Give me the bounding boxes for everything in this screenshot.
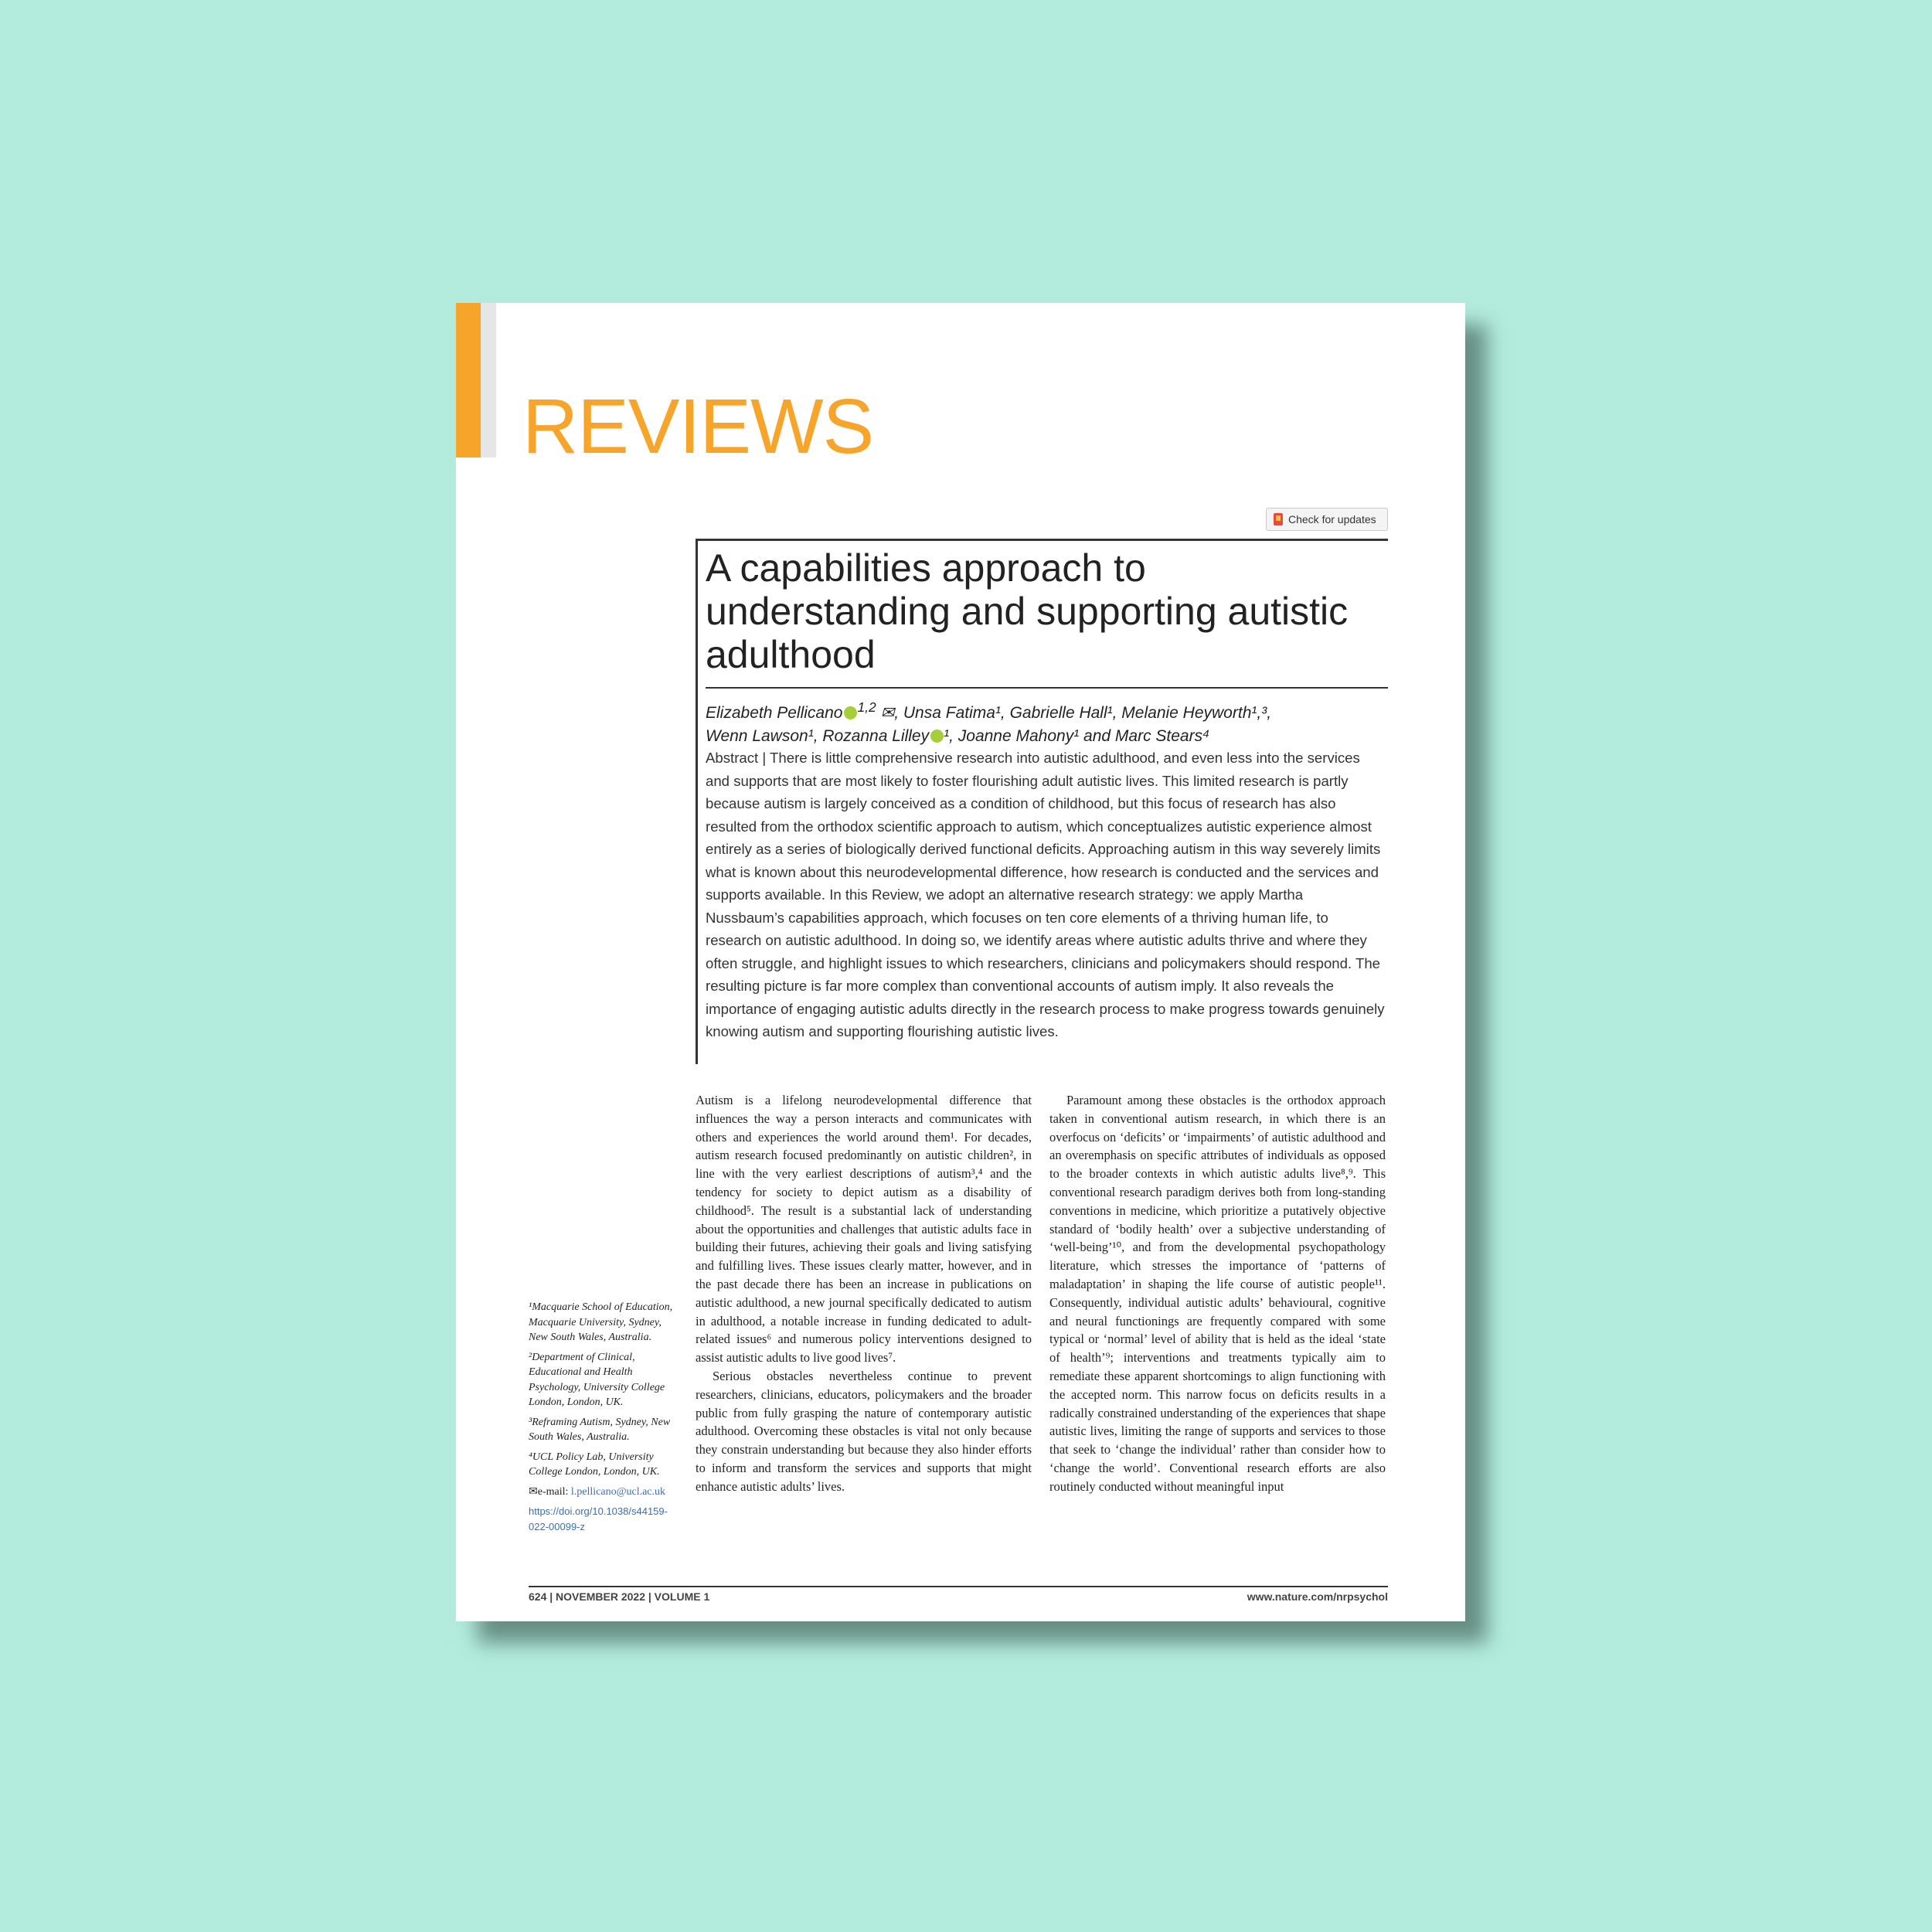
- email-link[interactable]: l.pellicano@ucl.ac.uk: [570, 1485, 666, 1498]
- body-paragraph: Autism is a lifelong neurodevelopmental difference that influences the way a person interacts and communicates with others and experiences the world around them¹. For decades, autism research focused predominantly on autistic children², in line with the very earliest descriptions of autism³,⁴ and the tendency for society to depict autism as a disability of childhood⁵. The result is a substantial lack of understanding about the opportunities and challenges that autistic adults face in building their futures, achieving their goals and living satisfying and fulfilling lives. These issues clearly matter, however, and in the past decade there has been an increase in publications on autistic adulthood, a new journal specifically dedicated to autism in adulthood, a notable increase in funding dedicated to adult-related issues⁶ and numerous policy interventions designed to assist autistic adults to live good lives⁷.: [696, 1093, 1032, 1366]
- check-for-updates-button[interactable]: [1266, 508, 1388, 531]
- orcid-icon[interactable]: [844, 706, 857, 719]
- author-names: Wenn Lawson¹, Rozanna Lilley: [706, 727, 930, 745]
- body-column-right: [1049, 1091, 1386, 1496]
- article-title: A capabilities approach to understanding and supporting autistic adulthood: [706, 546, 1349, 676]
- body-paragraph: Serious obstacles nevertheless continue to prevent researchers, clinicians, educators, policymakers and the broader public from fully grasping the nature of contemporary autistic adulthood. Overcoming these obstacles is vital not only because they constrain understanding but because they also hinder efforts to inform and transform the services and supports that might enhance autistic adults’ lives.: [696, 1368, 1032, 1494]
- body-column-left: [696, 1091, 1032, 1496]
- body-paragraph: Paramount among these obstacles is the orthodox approach taken in conventional autism research, in which there is an overfocus on ‘deficits’ or ‘impairments’ of autistic adulthood and an overemphasis on specific attributes of individuals as opposed to the broader contexts in which autistic adults live⁸,⁹. This conventional research paradigm derives both from long-standing conventions in medicine, which prioritize a putatively objective standard of ‘bodily health’ over a subjective understanding of ‘well-being’¹⁰, and from the developmental psychopathology literature, which stresses the importance of ‘patterns of maladaptation’ in shaping the life course of autistic people¹¹. Consequently, individual autistic adults’ behavioural, cognitive and neural functionings are frequently compared with some typical or ‘normal’ level of ability that is held as the ideal ‘state of health’⁹; interventions and treatments typically aim to remediate these apparent shortcomings to align functioning with the accepted norm. This narrow focus on deficits results in a radically constrained understanding of the experiences that shape autistic lives, limiting the range of supports and services to those that seek to ‘change the individual’ rather than consider how to ‘change the world’. Conventional research efforts are also routinely conducted without meaningful input: [1049, 1093, 1386, 1494]
- email-label: ✉e-mail:: [529, 1485, 571, 1498]
- email-icon[interactable]: ✉: [876, 704, 895, 722]
- author-names: ¹, Joanne Mahony¹ and Marc Stears⁴: [944, 727, 1210, 745]
- abstract: Abstract | There is little comprehensive research into autistic adulthood, and even less into the services and supports that are most likely to foster flourishing adult autistic lives. This limited research is partly because autism is largely conceived as a condition of childhood, but this focus of research has also resulted from the orthodox scientific approach to autism, which conceptualizes autistic experience almost entirely as a series of biologically derived functional deficits. Approaching autism in this way severely limits what is known about this neurodevelopmental difference, how research is conducted and the services and supports available. In this Review, we adopt an alternative research strategy: we apply Martha Nussbaum’s capabilities approach, which focuses on ten core elements of a thriving human life, to research on autistic adulthood. In doing so, we identify areas where autistic adults thrive and where they often struggle, and highlight issues to which researchers, clinicians and policymakers should respond. The resulting picture is far more complex than conventional accounts of autism imply. It also reveals the importance of engaging autistic adults directly in the research process to make progress towards genuinely knowing autism and supporting flourishing autistic lives.: [706, 750, 1385, 1039]
- section-label: REVIEWS: [522, 383, 874, 470]
- affiliations: [529, 1300, 683, 1539]
- doi-link[interactable]: https://doi.org/10.1038/s44159-022-00099-z: [529, 1505, 668, 1532]
- article-page: [456, 303, 1465, 1621]
- title-top-rule: [696, 539, 1388, 541]
- affiliation: ¹Macquarie School of Education, Macquarie University, Sydney, New South Wales, Australia.: [529, 1301, 673, 1343]
- orcid-icon[interactable]: [930, 730, 944, 743]
- affiliation: ²Department of Clinical, Educational and Health Psychology, University College London, London, UK.: [529, 1351, 665, 1408]
- affiliation: ³Reframing Autism, Sydney, New South Wales, Australia.: [529, 1416, 671, 1443]
- check-for-updates-label: Check for updates: [1288, 513, 1376, 526]
- bookmark-icon: [1273, 512, 1284, 526]
- accent-bar: [456, 303, 481, 457]
- accent-bar-shade: [481, 303, 496, 457]
- footer-website[interactable]: www.nature.com/nrpsychol: [1247, 1590, 1388, 1603]
- author-names: , Unsa Fatima¹, Gabrielle Hall¹, Melanie Heyworth¹,³,: [894, 704, 1272, 722]
- corresponding-email: [529, 1485, 683, 1500]
- author-list: [706, 696, 1388, 748]
- footer-issue-info: 624 | NOVEMBER 2022 | VOLUME 1: [529, 1590, 710, 1603]
- title-bottom-rule: [706, 687, 1388, 689]
- author-name: Elizabeth Pellicano: [706, 704, 843, 722]
- title-side-rule: [696, 539, 698, 1064]
- author-affiliation-sup: 1,2: [857, 699, 876, 715]
- affiliation: ⁴UCL Policy Lab, University College London, London, UK.: [529, 1451, 660, 1478]
- footer-rule: [529, 1586, 1388, 1587]
